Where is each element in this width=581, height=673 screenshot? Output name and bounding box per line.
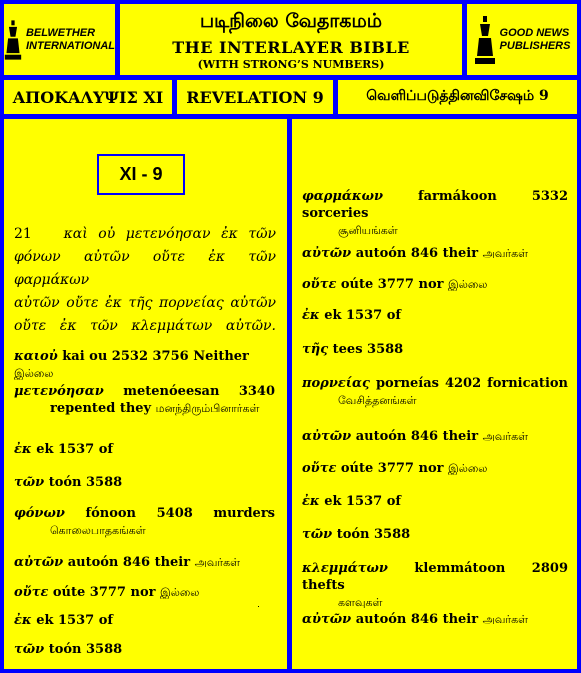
transliteration-strongs: ek 1537 of (324, 308, 401, 323)
verse-line: αὐτῶν οὔτε ἐκ τῆς πορνείας αὐτῶν (14, 295, 276, 311)
verse-line: οὔτε ἐκ τῶν κλεμμάτων αὐτῶν. (14, 318, 276, 334)
greek-word: οὔτε (14, 585, 49, 600)
title-panel (120, 4, 462, 75)
verse-line: φόνων αὐτῶν οὔτε ἐκ τῶν φαρμάκων (14, 249, 276, 288)
tamil-gloss: மனந்திரும்பினார்கள் (155, 402, 260, 415)
transliteration-strongs: autoón 846 their (67, 555, 191, 570)
tamil-gloss: அவர்கள் (482, 247, 529, 260)
tamil-gloss: களவுகள் (338, 596, 383, 609)
transliteration-strongs: ek 1537 of (36, 442, 113, 457)
right-word-entry (302, 245, 568, 262)
tamil-gloss: அவர்கள் (194, 556, 241, 569)
title-tamil: படிநிலை வேதாகமம் (199, 10, 383, 32)
tamil-gloss: கொலைபாதகங்கள் (50, 524, 146, 537)
left-word-entry (14, 441, 275, 458)
stray-dot (258, 606, 259, 607)
greek-word: οὔτε (302, 277, 337, 292)
greek-word: αὐτῶν (302, 612, 352, 627)
right-word-entry (302, 276, 568, 293)
right-word-entry (302, 188, 568, 239)
right-logo-line-2: PUBLISHERS (499, 39, 571, 52)
greek-word: αὐτῶν (302, 246, 352, 261)
left-word-entry (14, 641, 275, 658)
greek-word: τῶν (14, 642, 45, 657)
greek-word: καιοὐ (14, 349, 58, 364)
right-word-entry (302, 493, 568, 510)
transliteration-strongs: toón 3588 (336, 527, 411, 542)
greek-word: φόνων (14, 506, 65, 521)
left-publisher-logo (4, 4, 115, 75)
right-word-entry (302, 307, 568, 324)
transliteration-strongs: autoón 846 their (355, 612, 479, 627)
chapter-verse-box: XI - 9 (97, 154, 185, 195)
left-word-entry (14, 505, 275, 539)
greek-word: τῶν (14, 475, 45, 490)
verse-number: 21 (14, 226, 32, 242)
left-word-entry (14, 383, 275, 417)
left-word-entry (14, 554, 275, 571)
right-word-entry (302, 560, 568, 611)
tamil-chapter-label: வெளிப்படுத்தினவிசேஷம் 9 (338, 80, 577, 114)
greek-word: κλεμμάτων (302, 561, 388, 576)
transliteration-strongs: ek 1537 of (36, 613, 113, 628)
tower-icon (474, 16, 496, 64)
greek-word: μετενόησαν (14, 384, 104, 399)
tamil-gloss: இல்லை (160, 586, 200, 599)
greek-word: ἐκ (14, 613, 32, 628)
transliteration-strongs: oúte 3777 nor (340, 277, 444, 292)
left-logo-line-1: BELWETHER (25, 26, 96, 39)
right-word-entry (302, 428, 568, 445)
transliteration-strongs: toón 3588 (48, 642, 123, 657)
greek-word: οὔτε (302, 461, 337, 476)
right-word-entry (302, 375, 568, 409)
transliteration-strongs: autoón 846 their (355, 429, 479, 444)
tamil-gloss: அவர்கள் (482, 613, 529, 626)
tamil-gloss: வேசித்தனங்கள் (338, 394, 417, 407)
tamil-gloss: இல்லை (448, 462, 488, 475)
tamil-gloss: அவர்கள் (482, 430, 529, 443)
right-word-entry (302, 526, 568, 543)
title-subtitle: (WITH STRONG’S NUMBERS) (197, 58, 385, 71)
transliteration-strongs: oúte 3777 nor (52, 585, 156, 600)
left-word-entry (14, 474, 275, 491)
right-logo-line-1: GOOD NEWS (499, 26, 570, 39)
greek-word: ἐκ (302, 308, 320, 323)
verse-line: 21 καὶ οὐ μετενόησαν ἐκ τῶν (14, 226, 277, 242)
left-word-entry (14, 584, 275, 601)
transliteration-strongs: oúte 3777 nor (340, 461, 444, 476)
greek-word: πορνείας (302, 376, 370, 391)
transliteration-strongs: porneías 4202 fornication (375, 376, 569, 391)
title-english: THE INTERLAYER BIBLE (172, 38, 410, 57)
greek-word: ἐκ (302, 494, 320, 509)
greek-word: αὐτῶν (302, 429, 352, 444)
transliteration-strongs: kai ou 2532 3756 Neither (62, 349, 249, 364)
tamil-gloss: சூனியங்கள் (338, 224, 398, 237)
transliteration-strongs: toón 3588 (48, 475, 123, 490)
greek-word: αὐτῶν (14, 555, 64, 570)
transliteration-strongs: ek 1537 of (324, 494, 401, 509)
greek-word: τῶν (302, 527, 333, 542)
right-word-entry (302, 611, 568, 628)
english-chapter-label: REVELATION 9 (177, 80, 333, 114)
left-logo-line-2: INTERNATIONAL (25, 39, 115, 52)
greek-word: φαρμάκων (302, 189, 384, 204)
transliteration-strongs: fónoon 5408 murders (85, 506, 275, 521)
gloss-english: repented they (50, 401, 152, 416)
left-word-entry (14, 348, 275, 382)
transliteration-strongs: klemmátoon 2809 thefts (302, 561, 568, 593)
transliteration-strongs: tees 3588 (332, 342, 404, 357)
right-word-entry (302, 460, 568, 477)
greek-word: τῆς (302, 342, 329, 357)
verse-text (14, 223, 276, 338)
greek-word: ἐκ (14, 442, 32, 457)
greek-chapter-label: ΑΠΟΚΑΛΥΨΙΣ XI (4, 80, 172, 114)
tamil-gloss: இல்லை (448, 278, 488, 291)
transliteration-strongs: autoón 846 their (355, 246, 479, 261)
transliteration-strongs: metenóeesan 3340 (123, 384, 276, 399)
transliteration-strongs: farmákoon 5332 sorceries (302, 189, 568, 221)
left-word-entry (14, 612, 275, 629)
right-publisher-logo (467, 4, 577, 75)
right-word-entry (302, 341, 568, 358)
tower-icon (4, 16, 22, 64)
tamil-gloss: இல்லை (14, 367, 54, 380)
